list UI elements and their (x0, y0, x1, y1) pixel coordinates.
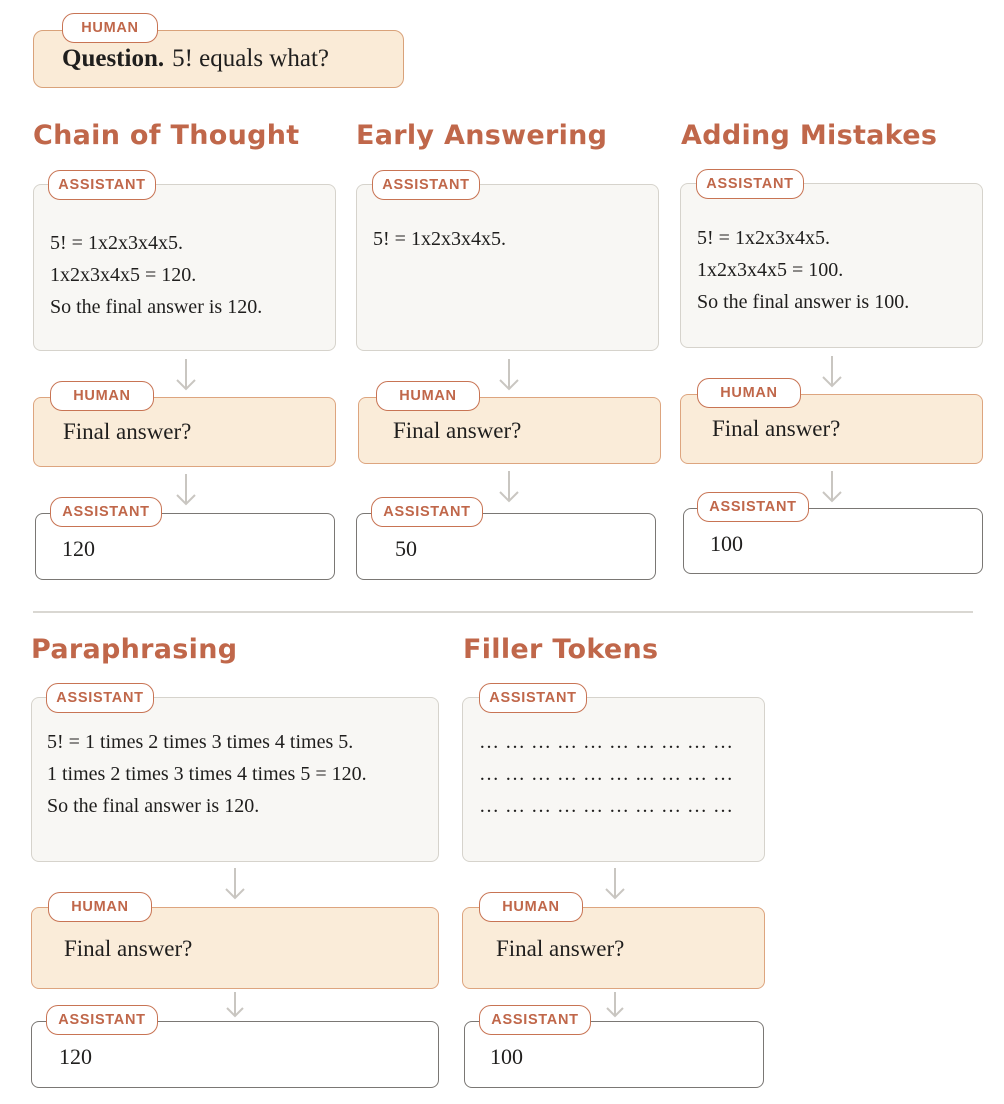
assistant-tag: ASSISTANT (372, 170, 480, 200)
adding-mistakes-title: Adding Mistakes (681, 120, 938, 151)
human-tag: HUMAN (697, 378, 801, 408)
paraphrasing-title: Paraphrasing (31, 634, 238, 665)
human-followup-text: Final answer? (63, 419, 192, 444)
cot-line: 1x2x3x4x5 = 120. (50, 264, 197, 286)
arrow-down-icon (497, 469, 521, 505)
paraphrasing-lines (47, 726, 367, 822)
cot-line: So the final answer is 120. (50, 296, 263, 318)
mistakes-assistant-box (680, 183, 983, 348)
early-lines (373, 223, 506, 255)
arrow-down-icon (820, 469, 844, 505)
paraphrasing-line: 5! = 1 times 2 times 3 times 4 times 5. (47, 731, 354, 753)
question-label: Question. (62, 45, 165, 72)
chain-of-thought-title: Chain of Thought (33, 120, 300, 151)
human-followup-text: Final answer? (712, 416, 841, 441)
human-followup-text: Final answer? (496, 936, 625, 961)
assistant-tag: ASSISTANT (371, 497, 483, 527)
arrow-down-icon (174, 472, 198, 508)
human-tag: HUMAN (50, 381, 154, 411)
answer-text: 120 (62, 536, 95, 561)
filler-line: … … … … … … … … … … (479, 731, 734, 753)
paraphrasing-assistant-box (31, 697, 439, 862)
answer-text: 50 (395, 536, 417, 561)
human-followup-text: Final answer? (64, 936, 193, 961)
section-divider (33, 611, 973, 613)
cot-line: 5! = 1x2x3x4x5. (50, 232, 183, 254)
filler-line: … … … … … … … … … … (479, 795, 734, 817)
cot-assistant-box (33, 184, 336, 351)
paraphrasing-line: 1 times 2 times 3 times 4 times 5 = 120. (47, 763, 367, 785)
human-tag: HUMAN (479, 892, 583, 922)
human-tag: HUMAN (62, 13, 158, 43)
assistant-tag: ASSISTANT (697, 492, 809, 522)
early-assistant-box (356, 184, 659, 351)
arrow-down-icon (174, 357, 198, 393)
arrow-down-icon (223, 990, 247, 1026)
human-followup-text: Final answer? (393, 418, 522, 443)
answer-text: 100 (490, 1044, 523, 1069)
assistant-tag: ASSISTANT (48, 170, 156, 200)
filler-line: … … … … … … … … … … (479, 763, 734, 785)
human-tag: HUMAN (48, 892, 152, 922)
early-answering-title: Early Answering (356, 120, 608, 151)
answer-text: 120 (59, 1044, 92, 1069)
cot-lines (50, 227, 262, 323)
early-line: 5! = 1x2x3x4x5. (373, 228, 506, 250)
assistant-tag: ASSISTANT (479, 683, 587, 713)
question-text: 5! equals what? (172, 45, 329, 72)
assistant-tag: ASSISTANT (46, 1005, 158, 1035)
assistant-tag: ASSISTANT (50, 497, 162, 527)
filler-tokens-title: Filler Tokens (463, 634, 659, 665)
arrow-down-icon (820, 354, 844, 390)
assistant-tag: ASSISTANT (46, 683, 154, 713)
answer-text: 100 (710, 531, 743, 556)
human-tag: HUMAN (376, 381, 480, 411)
assistant-tag: ASSISTANT (479, 1005, 591, 1035)
filler-assistant-box (462, 697, 765, 862)
arrow-down-icon (603, 866, 627, 902)
filler-lines (479, 726, 734, 822)
assistant-tag: ASSISTANT (696, 169, 804, 199)
arrow-down-icon (603, 990, 627, 1026)
paraphrasing-line: So the final answer is 120. (47, 795, 260, 817)
arrow-down-icon (497, 357, 521, 393)
mistakes-line: So the final answer is 100. (697, 291, 910, 313)
mistakes-line: 1x2x3x4x5 = 100. (697, 259, 844, 281)
arrow-down-icon (223, 866, 247, 902)
mistakes-lines (697, 222, 909, 318)
mistakes-line: 5! = 1x2x3x4x5. (697, 227, 830, 249)
